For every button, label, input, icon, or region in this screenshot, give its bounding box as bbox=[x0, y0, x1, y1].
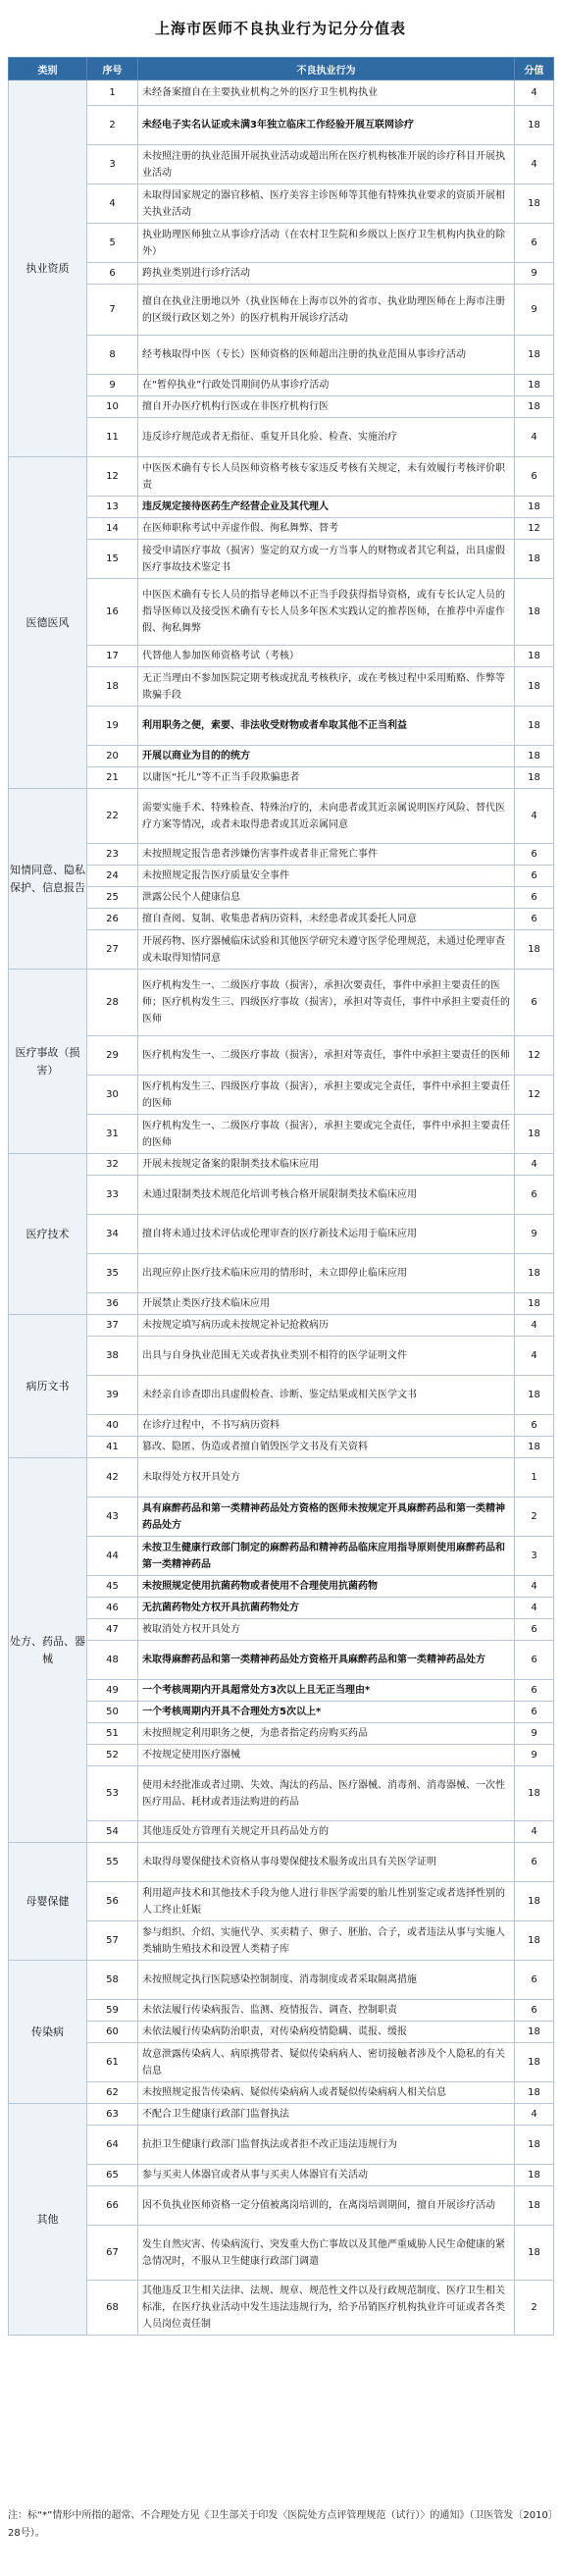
score-value: 9 bbox=[515, 285, 554, 336]
row-number: 14 bbox=[87, 518, 138, 540]
score-value: 18 bbox=[515, 184, 554, 224]
behavior-text: 故意泄露传染病人、病原携带者、疑似传染病病人、密切接触者涉及个人隐私的有关信息 bbox=[138, 2043, 515, 2082]
table-row bbox=[9, 1598, 554, 1619]
category-cell: 病历文书 bbox=[9, 1315, 87, 1458]
behavior-text: 出具与自身执业范围无关或者执业类别不相符的医学证明文件 bbox=[138, 1337, 515, 1376]
score-value: 18 bbox=[515, 2022, 554, 2043]
table-row bbox=[9, 1458, 554, 1498]
row-number: 26 bbox=[87, 909, 138, 930]
score-value: 18 bbox=[515, 646, 554, 667]
table-row bbox=[9, 497, 554, 518]
table-row bbox=[9, 909, 554, 930]
behavior-text: 未取得母婴保健技术资格从事母婴保健技术服务或出具有关医学证明 bbox=[138, 1843, 515, 1882]
table-row bbox=[9, 1215, 554, 1254]
row-number: 56 bbox=[87, 1882, 138, 1921]
row-number: 35 bbox=[87, 1254, 138, 1293]
behavior-text: 擅自查阅、复制、收集患者病历资料，未经患者或其委托人同意 bbox=[138, 909, 515, 930]
row-number: 53 bbox=[87, 1766, 138, 1821]
row-number: 51 bbox=[87, 1723, 138, 1745]
row-number: 40 bbox=[87, 1415, 138, 1437]
behavior-text: 经考核取得中医（专长）医师资格的医师超出注册的执业范围从事诊疗活动 bbox=[138, 336, 515, 375]
table-row bbox=[9, 2082, 554, 2104]
behavior-text: 违反规定接待医药生产经营企业及其代理人 bbox=[138, 497, 515, 518]
score-value: 6 bbox=[515, 909, 554, 930]
behavior-text: 未按照规定报告医疗质量安全事件 bbox=[138, 866, 515, 887]
row-number: 19 bbox=[87, 707, 138, 746]
table-row bbox=[9, 1315, 554, 1337]
row-number: 33 bbox=[87, 1176, 138, 1215]
table-row bbox=[9, 844, 554, 866]
behavior-text: 开展未按规定备案的限制类技术临床应用 bbox=[138, 1154, 515, 1176]
row-number: 18 bbox=[87, 667, 138, 707]
behavior-text: 一个考核周期内开具不合理处方5次以上* bbox=[138, 1702, 515, 1723]
score-value: 18 bbox=[515, 2043, 554, 2082]
row-number: 67 bbox=[87, 2226, 138, 2281]
row-number: 68 bbox=[87, 2281, 138, 2336]
score-value: 6 bbox=[515, 1702, 554, 1723]
table-row bbox=[9, 184, 554, 224]
score-value: 18 bbox=[515, 2082, 554, 2104]
behavior-text: 泄露公民个人健康信息 bbox=[138, 887, 515, 909]
table-row bbox=[9, 540, 554, 579]
score-value: 9 bbox=[515, 1215, 554, 1254]
row-number: 3 bbox=[87, 145, 138, 184]
score-value: 18 bbox=[515, 1293, 554, 1315]
row-number: 43 bbox=[87, 1498, 138, 1537]
table-row bbox=[9, 789, 554, 844]
score-value: 4 bbox=[515, 1598, 554, 1619]
behavior-text: 开展药物、医疗器械临床试验和其他医学研究未遵守医学伦理规范，未通过伦理审查或未取得知情同意 bbox=[138, 930, 515, 970]
behavior-text: 利用超声技术和其他技术手段为他人进行非医学需要的胎儿性别鉴定或者选择性别的人工终止妊娠 bbox=[138, 1882, 515, 1921]
row-number: 59 bbox=[87, 2000, 138, 2022]
table-row bbox=[9, 1702, 554, 1723]
score-value: 4 bbox=[515, 80, 554, 106]
table-row bbox=[9, 646, 554, 667]
behavior-text: 中医医术确有专长人员医师资格考核专家违反考核有关规定，未有效履行考核评价职责 bbox=[138, 457, 515, 497]
behavior-text: 未按照规定执行医院感染控制制度、消毒制度或者采取隔离措施 bbox=[138, 1961, 515, 2000]
score-value: 18 bbox=[515, 2226, 554, 2281]
behavior-text: 抗拒卫生健康行政部门监督执法或者拒不改正违法违规行为 bbox=[138, 2126, 515, 2165]
table-row bbox=[9, 887, 554, 909]
table-row bbox=[9, 1921, 554, 1961]
table-body bbox=[9, 80, 554, 2336]
score-value: 18 bbox=[515, 2165, 554, 2186]
score-value: 18 bbox=[515, 707, 554, 746]
behavior-text: 参与买卖人体器官或者从事与买卖人体器官有关活动 bbox=[138, 2165, 515, 2186]
behavior-text: 未取得国家规定的器官移植、医疗美容主诊医师等其他有特殊执业要求的资质开展相关执业活动 bbox=[138, 184, 515, 224]
row-number: 24 bbox=[87, 866, 138, 887]
behavior-text: 以庸医“托儿”等不正当手段欺骗患者 bbox=[138, 767, 515, 789]
score-value: 18 bbox=[515, 396, 554, 418]
row-number: 17 bbox=[87, 646, 138, 667]
score-value: 18 bbox=[515, 1254, 554, 1293]
score-value: 9 bbox=[515, 1723, 554, 1745]
score-value: 18 bbox=[515, 375, 554, 396]
row-number: 63 bbox=[87, 2104, 138, 2126]
table-row bbox=[9, 1154, 554, 1176]
score-value: 9 bbox=[515, 263, 554, 285]
score-value: 6 bbox=[515, 970, 554, 1036]
table-row bbox=[9, 418, 554, 457]
table-row bbox=[9, 1437, 554, 1458]
behavior-text: 发生自然灾害、传染病流行、突发重大伤亡事故以及其他严重威胁人民生命健康的紧急情况时，不服从卫生健康行政部门调遣 bbox=[138, 2226, 515, 2281]
row-number: 52 bbox=[87, 1745, 138, 1766]
row-number: 7 bbox=[87, 285, 138, 336]
score-value: 18 bbox=[515, 106, 554, 145]
row-number: 4 bbox=[87, 184, 138, 224]
row-number: 31 bbox=[87, 1115, 138, 1154]
behavior-text: 医疗机构发生三、四级医疗事故（损害），承担主要或完全责任，事件中承担主要责任的医师 bbox=[138, 1076, 515, 1115]
row-number: 49 bbox=[87, 1680, 138, 1702]
row-number: 50 bbox=[87, 1702, 138, 1723]
row-number: 34 bbox=[87, 1215, 138, 1254]
table-row bbox=[9, 1576, 554, 1598]
table-row bbox=[9, 2126, 554, 2165]
row-number: 15 bbox=[87, 540, 138, 579]
table-row bbox=[9, 2000, 554, 2022]
score-value: 6 bbox=[515, 1641, 554, 1680]
score-value: 18 bbox=[515, 767, 554, 789]
table-row bbox=[9, 1619, 554, 1641]
behavior-text: 其他违反处方管理有关规定开具药品处方的 bbox=[138, 1821, 515, 1843]
table-row bbox=[9, 1843, 554, 1882]
score-value: 12 bbox=[515, 1076, 554, 1115]
score-value: 6 bbox=[515, 2000, 554, 2022]
table-row bbox=[9, 1337, 554, 1376]
behavior-text: 接受申请医疗事故（损害）鉴定的双方或一方当事人的财物或者其它利益，出具虚假医疗事故技术鉴定书 bbox=[138, 540, 515, 579]
score-value: 6 bbox=[515, 1843, 554, 1882]
table-row bbox=[9, 1537, 554, 1576]
score-value: 4 bbox=[515, 1337, 554, 1376]
behavior-text: 未按卫生健康行政部门制定的麻醉药品和精神药品临床应用指导原则使用麻醉药品和第一类精神药品 bbox=[138, 1537, 515, 1576]
score-value: 1 bbox=[515, 1458, 554, 1498]
row-number: 44 bbox=[87, 1537, 138, 1576]
behavior-text: 使用未经批准或者过期、失效、淘汰的药品、医疗器械、消毒剂、消毒器械、一次性医疗用品、耗材或者违法购进的药品 bbox=[138, 1766, 515, 1821]
behavior-text: 其他违反卫生相关法律、法规、规章、规范性文件以及行政规范制度、医疗卫生相关标准，在医疗执业活动中发生违法违规行为，给予吊销医疗机构执业许可证或者各类人员岗位责任制 bbox=[138, 2281, 515, 2336]
behavior-text: 未取得麻醉药品和第一类精神药品处方资格开具麻醉药品和第一类精神药品处方 bbox=[138, 1641, 515, 1680]
behavior-text: 医疗机构发生一、二级医疗事故（损害），承担对等责任，事件中承担主要责任的医师 bbox=[138, 1036, 515, 1076]
header-category: 类别 bbox=[9, 58, 87, 80]
score-value: 6 bbox=[515, 1176, 554, 1215]
score-value: 4 bbox=[515, 1821, 554, 1843]
score-value: 4 bbox=[515, 418, 554, 457]
behavior-text: 因不负执业医师资格一定分值被离岗培训的，在离岗培训期间，擅自开展诊疗活动 bbox=[138, 2186, 515, 2226]
category-cell: 其他 bbox=[9, 2104, 87, 2336]
row-number: 37 bbox=[87, 1315, 138, 1337]
table-row bbox=[9, 667, 554, 707]
table-row bbox=[9, 2022, 554, 2043]
table-row bbox=[9, 1115, 554, 1154]
category-cell: 母婴保健 bbox=[9, 1843, 87, 1961]
row-number: 20 bbox=[87, 746, 138, 767]
score-value: 18 bbox=[515, 746, 554, 767]
row-number: 28 bbox=[87, 970, 138, 1036]
table-row bbox=[9, 1415, 554, 1437]
table-row bbox=[9, 2281, 554, 2336]
table-row bbox=[9, 1641, 554, 1680]
row-number: 23 bbox=[87, 844, 138, 866]
behavior-text: 无抗菌药物处方权开具抗菌药物处方 bbox=[138, 1598, 515, 1619]
score-value: 4 bbox=[515, 789, 554, 844]
behavior-text: 未通过限制类技术规范化培训考核合格开展限制类技术临床应用 bbox=[138, 1176, 515, 1215]
behavior-text: 在“暂停执业”行政处罚期间仍从事诊疗活动 bbox=[138, 375, 515, 396]
behavior-text: 未经备案擅自在主要执业机构之外的医疗卫生机构执业 bbox=[138, 80, 515, 106]
table-row bbox=[9, 1821, 554, 1843]
behavior-text: 一个考核周期内开具超常处方3次以上且无正当理由* bbox=[138, 1680, 515, 1702]
row-number: 22 bbox=[87, 789, 138, 844]
table-row bbox=[9, 1036, 554, 1076]
row-number: 64 bbox=[87, 2126, 138, 2165]
score-value: 18 bbox=[515, 540, 554, 579]
score-value: 18 bbox=[515, 930, 554, 970]
score-value: 6 bbox=[515, 1415, 554, 1437]
behavior-text: 未按照规定利用职务之便，为患者指定药房购买药品 bbox=[138, 1723, 515, 1745]
table-row bbox=[9, 1498, 554, 1537]
row-number: 16 bbox=[87, 579, 138, 646]
behavior-text: 无正当理由不参加医院定期考核或扰乱考核秩序，或在考核过程中采用贿赂、作弊等欺骗手段 bbox=[138, 667, 515, 707]
row-number: 1 bbox=[87, 80, 138, 106]
score-value: 18 bbox=[515, 579, 554, 646]
score-value: 6 bbox=[515, 866, 554, 887]
row-number: 2 bbox=[87, 106, 138, 145]
category-cell: 处方、药品、器械 bbox=[9, 1458, 87, 1843]
behavior-text: 利用职务之便，索要、非法收受财物或者牟取其他不正当利益 bbox=[138, 707, 515, 746]
score-value: 18 bbox=[515, 1115, 554, 1154]
table-row bbox=[9, 970, 554, 1036]
behavior-text: 擅自在执业注册地以外（执业医师在上海市以外的省市、执业助理医师在上海市注册的区级行政区划之外）的医疗机构开展诊疗活动 bbox=[138, 285, 515, 336]
table-row bbox=[9, 518, 554, 540]
row-number: 60 bbox=[87, 2022, 138, 2043]
category-cell: 执业资质 bbox=[9, 80, 87, 457]
row-number: 36 bbox=[87, 1293, 138, 1315]
table-row bbox=[9, 2043, 554, 2082]
row-number: 54 bbox=[87, 1821, 138, 1843]
table-row bbox=[9, 106, 554, 145]
row-number: 48 bbox=[87, 1641, 138, 1680]
score-value: 6 bbox=[515, 1619, 554, 1641]
table-row bbox=[9, 1376, 554, 1415]
row-number: 13 bbox=[87, 497, 138, 518]
row-number: 61 bbox=[87, 2043, 138, 2082]
behavior-text: 未依法履行传染病报告、监测、疫情报告、调查、控制职责 bbox=[138, 2000, 515, 2022]
behavior-text: 未按照规定报告传染病、疑似传染病病人或者疑似传染病病人相关信息 bbox=[138, 2082, 515, 2104]
score-value: 4 bbox=[515, 1315, 554, 1337]
row-number: 8 bbox=[87, 336, 138, 375]
table-row bbox=[9, 457, 554, 497]
row-number: 39 bbox=[87, 1376, 138, 1415]
behavior-text: 出现应停止医疗技术临床应用的情形时，未立即停止临床应用 bbox=[138, 1254, 515, 1293]
row-number: 42 bbox=[87, 1458, 138, 1498]
header-score: 分值 bbox=[515, 58, 554, 80]
score-value: 6 bbox=[515, 457, 554, 497]
table-row bbox=[9, 2165, 554, 2186]
row-number: 6 bbox=[87, 263, 138, 285]
category-cell: 医疗事故（损害） bbox=[9, 970, 87, 1154]
table-row bbox=[9, 2226, 554, 2281]
table-row bbox=[9, 1882, 554, 1921]
behavior-text: 开展禁止类医疗技术临床应用 bbox=[138, 1293, 515, 1315]
behavior-text: 执业助理医师独立从事诊疗活动（在农村卫生院和乡级以上医疗卫生机构内执业的除外） bbox=[138, 224, 515, 263]
table-row bbox=[9, 1293, 554, 1315]
header-behavior: 不良执业行为 bbox=[138, 58, 515, 80]
row-number: 55 bbox=[87, 1843, 138, 1882]
score-value: 18 bbox=[515, 2126, 554, 2165]
score-value: 2 bbox=[515, 2281, 554, 2336]
row-number: 41 bbox=[87, 1437, 138, 1458]
behavior-text: 违反诊疗规范或者无指征、重复开具化验、检查、实施治疗 bbox=[138, 418, 515, 457]
table-row bbox=[9, 1766, 554, 1821]
behavior-text: 中医医术确有专长人员的指导老师以不正当手段获得指导资格，或有专长认定人员的指导医师以及接受医术确有专长人员多年医术实践认定的推荐医师，在推荐中弄虚作假、徇私舞弊 bbox=[138, 579, 515, 646]
page-title: 上海市医师不良执业行为记分分值表 bbox=[154, 20, 406, 37]
table-row bbox=[9, 746, 554, 767]
table-row bbox=[9, 1723, 554, 1745]
behavior-text: 未按照注册的执业范围开展执业活动或超出所在医疗机构核准开展的诊疗科目开展执业活动 bbox=[138, 145, 515, 184]
score-value: 4 bbox=[515, 1576, 554, 1598]
row-number: 29 bbox=[87, 1036, 138, 1076]
row-number: 46 bbox=[87, 1598, 138, 1619]
category-cell: 知情同意、隐私保护、信息报告 bbox=[9, 789, 87, 970]
table-row bbox=[9, 224, 554, 263]
score-value: 18 bbox=[515, 2186, 554, 2226]
table-row bbox=[9, 767, 554, 789]
table-row bbox=[9, 1961, 554, 2000]
table-row bbox=[9, 1076, 554, 1115]
table-row bbox=[9, 1176, 554, 1215]
row-number: 66 bbox=[87, 2186, 138, 2226]
score-value: 12 bbox=[515, 518, 554, 540]
behavior-text: 不配合卫生健康行政部门监督执法 bbox=[138, 2104, 515, 2126]
row-number: 62 bbox=[87, 2082, 138, 2104]
behavior-text: 在诊疗过程中，不书写病历资料 bbox=[138, 1415, 515, 1437]
table-row bbox=[9, 707, 554, 746]
score-table bbox=[8, 57, 554, 2336]
behavior-text: 篡改、隐匿、伪造或者擅自销毁医学文书及有关资料 bbox=[138, 1437, 515, 1458]
row-number: 58 bbox=[87, 1961, 138, 2000]
score-value: 18 bbox=[515, 1376, 554, 1415]
score-value: 18 bbox=[515, 1766, 554, 1821]
table-row bbox=[9, 1745, 554, 1766]
behavior-text: 擅自将未通过技术评估或伦理审查的医疗新技术运用于临床应用 bbox=[138, 1215, 515, 1254]
row-number: 32 bbox=[87, 1154, 138, 1176]
score-value: 6 bbox=[515, 1680, 554, 1702]
behavior-text: 未按规定填写病历或未按规定补记抢救病历 bbox=[138, 1315, 515, 1337]
row-number: 65 bbox=[87, 2165, 138, 2186]
behavior-text: 未取得处方权开具处方 bbox=[138, 1458, 515, 1498]
behavior-text: 在医师职称考试中弄虚作假、徇私舞弊、替考 bbox=[138, 518, 515, 540]
table-row bbox=[9, 1254, 554, 1293]
row-number: 25 bbox=[87, 887, 138, 909]
table-row bbox=[9, 336, 554, 375]
score-value: 2 bbox=[515, 1498, 554, 1537]
table-row bbox=[9, 866, 554, 887]
table-row bbox=[9, 396, 554, 418]
behavior-text: 代替他人参加医师资格考试（考核） bbox=[138, 646, 515, 667]
behavior-text: 擅自开办医疗机构行医或在非医疗机构行医 bbox=[138, 396, 515, 418]
category-cell: 医德医风 bbox=[9, 457, 87, 789]
row-number: 12 bbox=[87, 457, 138, 497]
row-number: 9 bbox=[87, 375, 138, 396]
table-row bbox=[9, 375, 554, 396]
score-value: 6 bbox=[515, 844, 554, 866]
row-number: 21 bbox=[87, 767, 138, 789]
header-number: 序号 bbox=[87, 58, 138, 80]
score-value: 6 bbox=[515, 887, 554, 909]
row-number: 11 bbox=[87, 418, 138, 457]
score-value: 18 bbox=[515, 497, 554, 518]
behavior-text: 未按照规定报告患者涉嫌伤害事件或者非正常死亡事件 bbox=[138, 844, 515, 866]
behavior-text: 参与组织、介绍、实施代孕、买卖精子、卵子、胚胎、合子，或者违法从事与实施人类辅助生殖技术和设置人类精子库 bbox=[138, 1921, 515, 1961]
score-value: 3 bbox=[515, 1537, 554, 1576]
score-value: 18 bbox=[515, 336, 554, 375]
table-row bbox=[9, 145, 554, 184]
score-value: 4 bbox=[515, 145, 554, 184]
behavior-text: 未经电子实名认证或未满3年独立临床工作经验开展互联网诊疗 bbox=[138, 106, 515, 145]
table-row bbox=[9, 80, 554, 106]
table-header-row bbox=[9, 58, 554, 80]
table-row bbox=[9, 930, 554, 970]
score-value: 18 bbox=[515, 667, 554, 707]
behavior-text: 被取消处方权开具处方 bbox=[138, 1619, 515, 1641]
behavior-text: 不按规定使用医疗器械 bbox=[138, 1745, 515, 1766]
score-value: 6 bbox=[515, 224, 554, 263]
table-row bbox=[9, 2104, 554, 2126]
table-row bbox=[9, 2186, 554, 2226]
behavior-text: 具有麻醉药品和第一类精神药品处方资格的医师未按规定开具麻醉药品和第一类精神药品处方 bbox=[138, 1498, 515, 1537]
row-number: 47 bbox=[87, 1619, 138, 1641]
footnote: 注：标“*”情形中所指的超常、不合理处方见《卫生部关于印发〈医院处方点评管理规范（试行）〉的通知》（卫医管发〔2010〕28号）。 bbox=[8, 2510, 553, 2539]
behavior-text: 未依法履行传染病防治职责，对传染病疫情隐瞒、谎报、缓报 bbox=[138, 2022, 515, 2043]
behavior-text: 未经亲自诊查即出具虚假检查、诊断、鉴定结果或相关医学文书 bbox=[138, 1376, 515, 1415]
behavior-text: 跨执业类别进行诊疗活动 bbox=[138, 263, 515, 285]
score-value: 18 bbox=[515, 1437, 554, 1458]
table-row bbox=[9, 1680, 554, 1702]
row-number: 57 bbox=[87, 1921, 138, 1961]
score-value: 18 bbox=[515, 1921, 554, 1961]
row-number: 27 bbox=[87, 930, 138, 970]
score-value: 9 bbox=[515, 1745, 554, 1766]
score-value: 6 bbox=[515, 1961, 554, 2000]
table-row bbox=[9, 263, 554, 285]
behavior-text: 医疗机构发生一、二级医疗事故（损害），承担主要或完全责任，事件中承担主要责任的医师 bbox=[138, 1115, 515, 1154]
score-value: 18 bbox=[515, 1882, 554, 1921]
behavior-text: 医疗机构发生一、二级医疗事故（损害），承担次要责任，事件中承担主要责任的医师；医疗机构发生三、四级医疗事故（损害），承担对等责任，事件中承担主要责任的医师 bbox=[138, 970, 515, 1036]
category-cell: 传染病 bbox=[9, 1961, 87, 2104]
category-cell: 医疗技术 bbox=[9, 1154, 87, 1315]
row-number: 30 bbox=[87, 1076, 138, 1115]
row-number: 45 bbox=[87, 1576, 138, 1598]
score-value: 12 bbox=[515, 1036, 554, 1076]
table-row bbox=[9, 579, 554, 646]
row-number: 5 bbox=[87, 224, 138, 263]
behavior-text: 开展以商业为目的的统方 bbox=[138, 746, 515, 767]
behavior-text: 需要实施手术、特殊检查、特殊治疗的，未向患者或其近亲属说明医疗风险、替代医疗方案等情况，或者未取得患者或其近亲属同意 bbox=[138, 789, 515, 844]
behavior-text: 未按照规定使用抗菌药物或者使用不合理使用抗菌药物 bbox=[138, 1576, 515, 1598]
score-value: 4 bbox=[515, 1154, 554, 1176]
row-number: 10 bbox=[87, 396, 138, 418]
row-number: 38 bbox=[87, 1337, 138, 1376]
table-row bbox=[9, 285, 554, 336]
score-value: 4 bbox=[515, 2104, 554, 2126]
